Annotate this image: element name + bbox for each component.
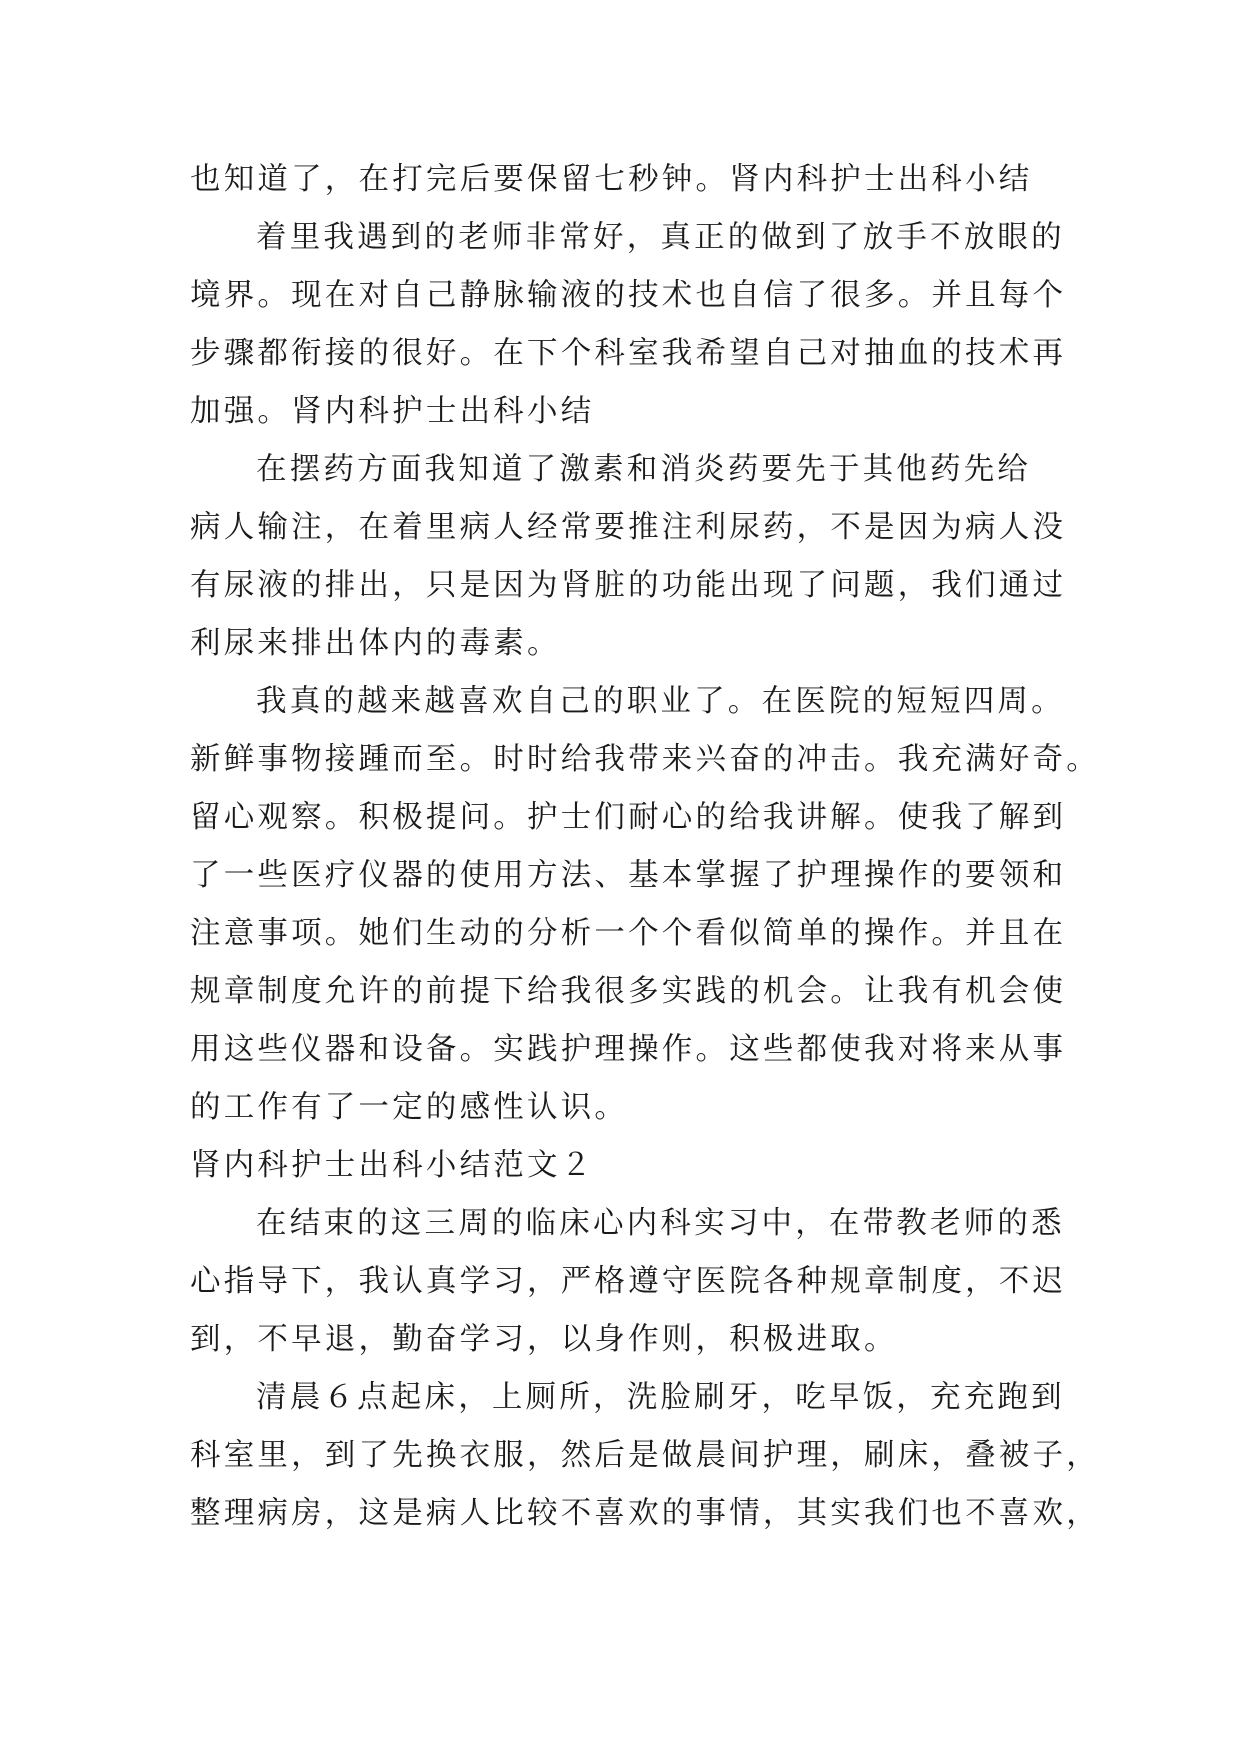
text-line: 注意事项。她们生动的分析一个个看似简单的操作。并且在 bbox=[190, 916, 1067, 951]
paragraph-first-line: 清晨６点起床，上厕所，洗脸刷牙，吃早饭，充充跑到 bbox=[256, 1380, 1065, 1415]
text-line: 的工作有了一定的感性认识。 bbox=[190, 1090, 629, 1125]
paragraph-first-line: 着里我遇到的老师非常好，真正的做到了放手不放眼的 bbox=[256, 220, 1065, 255]
text-line: 有尿液的排出，只是因为肾脏的功能出现了问题，我们通过 bbox=[190, 568, 1067, 603]
text-line: 新鲜事物接踵而至。时时给我带来兴奋的冲击。我充满好奇。 bbox=[190, 742, 1100, 777]
text-line: 规章制度允许的前提下给我很多实践的机会。让我有机会使 bbox=[190, 974, 1067, 1009]
text-line: 科室里，到了先换衣服，然后是做晨间护理，刷床，叠被子， bbox=[190, 1438, 1100, 1473]
paragraph-first-line: 在摆药方面我知道了激素和消炎药要先于其他药先给 bbox=[256, 452, 1032, 487]
text-line: 步骤都衔接的很好。在下个科室我希望自己对抽血的技术再 bbox=[190, 336, 1067, 371]
text-line: 了一些医疗仪器的使用方法、基本掌握了护理操作的要领和 bbox=[190, 858, 1067, 893]
text-line: 用这些仪器和设备。实践护理操作。这些都使我对将来从事 bbox=[190, 1032, 1067, 1067]
text-line: 也知道了，在打完后要保留七秒钟。肾内科护士出科小结 bbox=[190, 162, 1033, 197]
text-line: 病人输注，在着里病人经常要推注利尿药，不是因为病人没 bbox=[190, 510, 1067, 545]
text-line: 境界。现在对自己静脉输液的技术也自信了很多。并且每个 bbox=[190, 278, 1067, 313]
text-line: 整理病房，这是病人比较不喜欢的事情，其实我们也不喜欢， bbox=[190, 1496, 1100, 1531]
text-line: 留心观察。积极提问。护士们耐心的给我讲解。使我了解到 bbox=[190, 800, 1067, 835]
text-line: 利尿来排出体内的毒素。 bbox=[190, 626, 561, 661]
paragraph-first-line: 我真的越来越喜欢自己的职业了。在医院的短短四周。 bbox=[256, 684, 1065, 719]
text-line: 加强。肾内科护士出科小结 bbox=[190, 394, 595, 429]
section-heading: 肾内科护士出科小结范文２ bbox=[190, 1148, 595, 1183]
text-line: 到，不早退，勤奋学习，以身作则，积极进取。 bbox=[190, 1322, 898, 1357]
paragraph-first-line: 在结束的这三周的临床心内科实习中，在带教老师的悉 bbox=[256, 1206, 1065, 1241]
text-line: 心指导下，我认真学习，严格遵守医院各种规章制度，不迟 bbox=[190, 1264, 1067, 1299]
